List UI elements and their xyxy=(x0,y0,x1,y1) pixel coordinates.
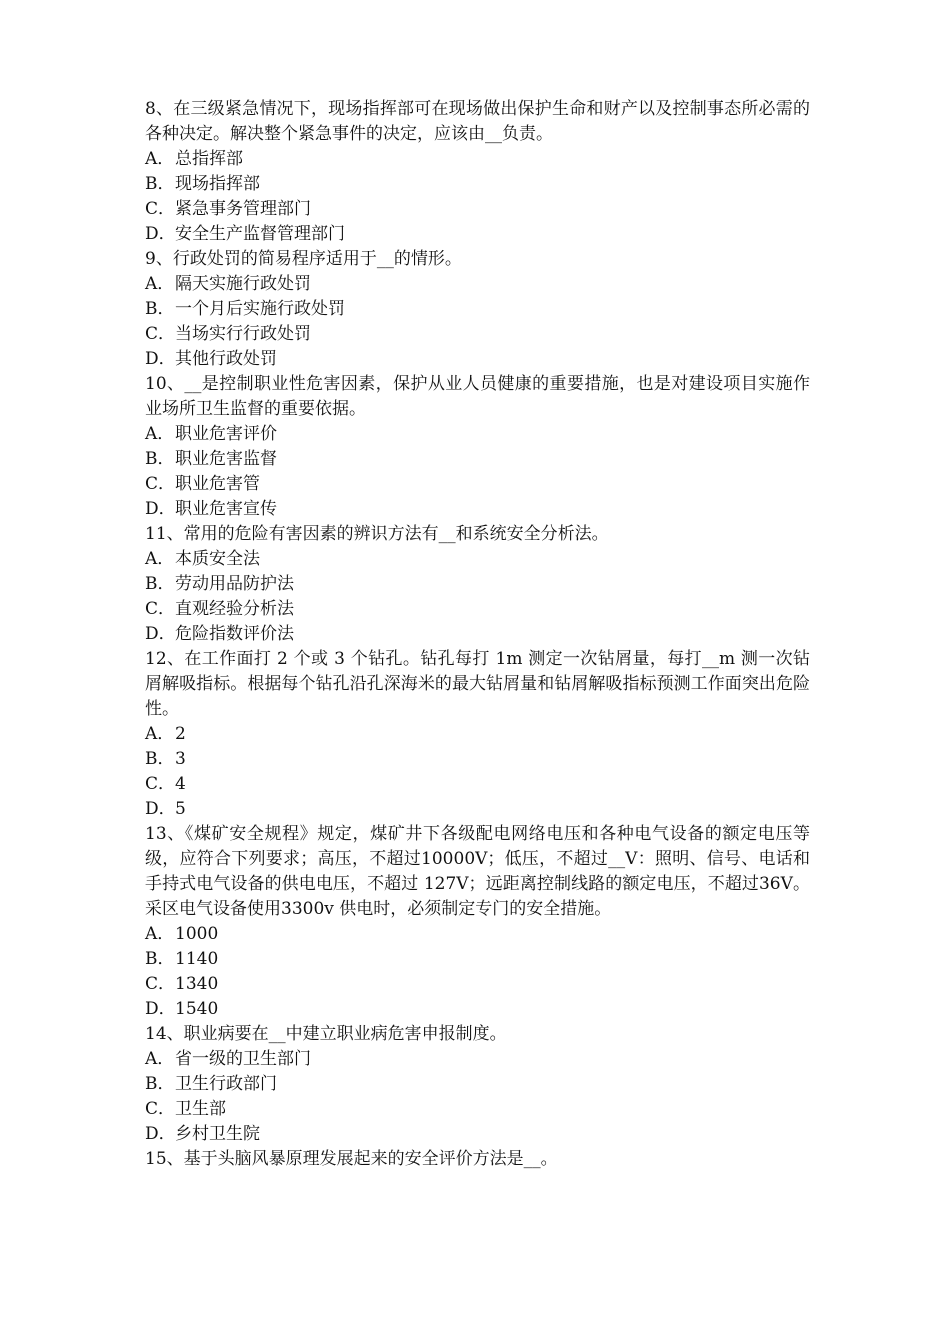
option-c xyxy=(145,597,810,622)
option-text: 乡村卫生院 xyxy=(175,1124,260,1144)
option-text: 卫生行政部门 xyxy=(175,1074,277,1094)
option-text: 隔天实施行政处罚 xyxy=(175,274,311,294)
option-letter: A． xyxy=(145,924,175,944)
question-stem: 8、在三级紧急情况下，现场指挥部可在现场做出保护生命和财产以及控制事态所必需的各种决定。解决整个紧急事件的决定，应该由__负责。 xyxy=(145,99,810,144)
option-c xyxy=(145,322,810,347)
option-b xyxy=(145,1072,810,1097)
option-text: 安全生产监督管理部门 xyxy=(175,224,345,244)
option-a xyxy=(145,272,810,297)
question-stem: 11、常用的危险有害因素的辨识方法有__和系统安全分析法。 xyxy=(145,524,609,544)
option-a xyxy=(145,147,810,172)
question-stem: 14、职业病要在__中建立职业病危害申报制度。 xyxy=(145,1024,507,1044)
option-a xyxy=(145,1047,810,1072)
option-c xyxy=(145,972,810,997)
option-letter: B． xyxy=(145,749,175,769)
option-letter: D． xyxy=(145,999,176,1019)
option-text: 1340 xyxy=(175,974,219,994)
question-12 xyxy=(145,647,810,822)
option-letter: C． xyxy=(145,774,176,794)
option-letter: D． xyxy=(145,224,176,244)
option-text: 紧急事务管理部门 xyxy=(175,199,311,219)
option-text: 职业危害评价 xyxy=(175,424,277,444)
option-text: 职业危害宣传 xyxy=(175,499,277,519)
question-13 xyxy=(145,822,810,1022)
option-c xyxy=(145,472,810,497)
option-letter: B． xyxy=(145,449,175,469)
option-b xyxy=(145,172,810,197)
option-c xyxy=(145,197,810,222)
option-text: 2 xyxy=(175,724,186,744)
option-d xyxy=(145,347,810,372)
option-text: 卫生部 xyxy=(175,1099,226,1119)
option-text: 其他行政处罚 xyxy=(175,349,277,369)
option-text: 1540 xyxy=(175,999,219,1019)
option-text: 1140 xyxy=(175,949,219,969)
option-letter: C． xyxy=(145,199,176,219)
question-stem: 13、《煤矿安全规程》规定，煤矿井下各级配电网络电压和各种电气设备的额定电压等级，应符合下列要求；高压，不超过10000V；低压，不超过__V：照明、信号、电话和手持式电气设备的供电电压，不超过 127V；远距离控制线路的额定电压，不超过36V。采区电气设备使用3300v 供电时，必须制定专门的安全措施。 xyxy=(145,824,810,919)
option-b xyxy=(145,297,810,322)
option-a xyxy=(145,422,810,447)
option-text: 本质安全法 xyxy=(175,549,260,569)
option-letter: A． xyxy=(145,1049,175,1069)
option-d xyxy=(145,222,810,247)
option-text: 省一级的卫生部门 xyxy=(175,1049,311,1069)
option-text: 3 xyxy=(175,749,186,769)
option-text: 4 xyxy=(175,774,186,794)
option-d xyxy=(145,997,810,1022)
option-text: 5 xyxy=(175,799,186,819)
option-text: 总指挥部 xyxy=(175,149,243,169)
question-8 xyxy=(145,97,810,247)
option-letter: A． xyxy=(145,149,175,169)
option-letter: A． xyxy=(145,724,175,744)
option-text: 职业危害管 xyxy=(175,474,260,494)
option-d xyxy=(145,1122,810,1147)
question-14 xyxy=(145,1022,810,1147)
option-b xyxy=(145,947,810,972)
option-letter: B． xyxy=(145,174,175,194)
option-c xyxy=(145,772,810,797)
option-b xyxy=(145,747,810,772)
option-text: 职业危害监督 xyxy=(175,449,277,469)
question-11 xyxy=(145,522,810,647)
option-c xyxy=(145,1097,810,1122)
option-letter: B． xyxy=(145,299,175,319)
option-letter: C． xyxy=(145,974,176,994)
question-15 xyxy=(145,1147,810,1172)
option-letter: C． xyxy=(145,1099,176,1119)
option-letter: B． xyxy=(145,949,175,969)
option-letter: A． xyxy=(145,549,175,569)
option-letter: D． xyxy=(145,499,176,519)
option-letter: A． xyxy=(145,274,175,294)
option-text: 一个月后实施行政处罚 xyxy=(175,299,345,319)
question-stem: 10、__是控制职业性危害因素，保护从业人员健康的重要措施，也是对建设项目实施作业场所卫生监督的重要依据。 xyxy=(145,374,810,419)
question-10 xyxy=(145,372,810,522)
option-d xyxy=(145,797,810,822)
option-letter: B． xyxy=(145,1074,175,1094)
option-d xyxy=(145,622,810,647)
option-letter: B． xyxy=(145,574,175,594)
option-text: 直观经验分析法 xyxy=(175,599,294,619)
option-letter: C． xyxy=(145,324,176,344)
question-stem: 15、基于头脑风暴原理发展起来的安全评价方法是__。 xyxy=(145,1149,558,1169)
option-d xyxy=(145,497,810,522)
document-page xyxy=(145,97,810,1172)
question-9 xyxy=(145,247,810,372)
option-b xyxy=(145,447,810,472)
option-b xyxy=(145,572,810,597)
option-letter: C． xyxy=(145,474,176,494)
option-letter: D． xyxy=(145,799,176,819)
option-text: 现场指挥部 xyxy=(175,174,260,194)
option-letter: D． xyxy=(145,1124,176,1144)
question-stem: 9、行政处罚的简易程序适用于__的情形。 xyxy=(145,249,462,269)
option-text: 当场实行行政处罚 xyxy=(175,324,311,344)
option-a xyxy=(145,922,810,947)
option-letter: A． xyxy=(145,424,175,444)
option-text: 劳动用品防护法 xyxy=(175,574,294,594)
option-text: 危险指数评价法 xyxy=(175,624,294,644)
option-letter: D． xyxy=(145,349,176,369)
option-a xyxy=(145,547,810,572)
option-a xyxy=(145,722,810,747)
option-letter: C． xyxy=(145,599,176,619)
question-stem: 12、在工作面打 2 个或 3 个钻孔。钻孔每打 1m 测定一次钻屑量，每打__m 测一次钻屑解吸指标。根据每个钻孔沿孔深海米的最大钻屑量和钻屑解吸指标预测工作面突出危险性。 xyxy=(145,649,810,719)
option-text: 1000 xyxy=(175,924,219,944)
option-letter: D． xyxy=(145,624,176,644)
